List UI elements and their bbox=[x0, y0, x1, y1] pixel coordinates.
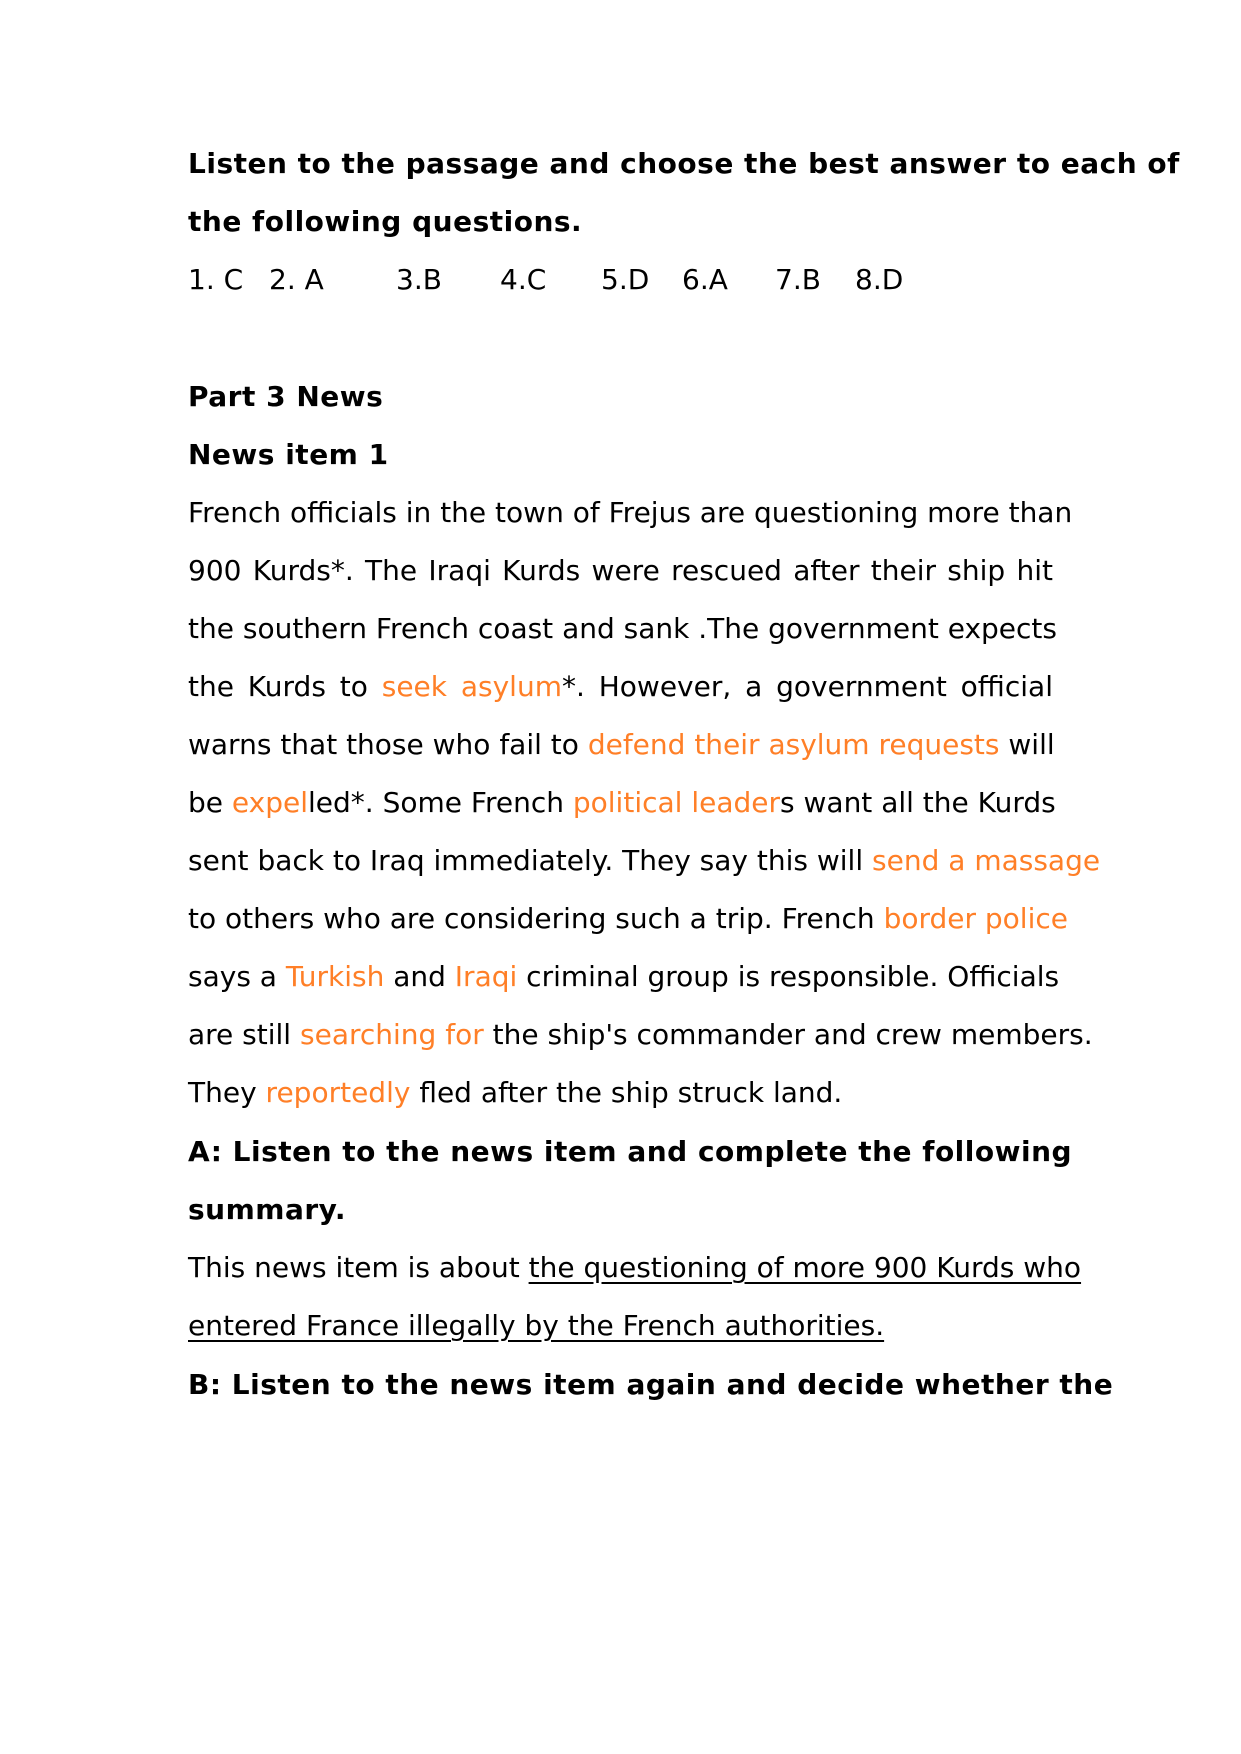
highlighted-term: reportedly bbox=[265, 1076, 411, 1109]
instruction-line-1: Listen to the passage and choose the best answer to each of bbox=[188, 147, 1180, 180]
highlighted-term: seek asylum bbox=[381, 670, 562, 703]
passage-line bbox=[188, 1061, 1053, 1125]
passage-text: *. However, a government official bbox=[561, 670, 1053, 703]
passage-line bbox=[188, 829, 1101, 893]
passage-line bbox=[188, 945, 1060, 1009]
answer-key bbox=[188, 248, 1053, 312]
passage-line bbox=[188, 655, 1053, 719]
highlighted-term: political leader bbox=[572, 786, 781, 819]
answer-7: 7.B bbox=[775, 263, 821, 296]
highlighted-term: searching for bbox=[300, 1018, 484, 1051]
answer-8: 8.D bbox=[855, 263, 904, 296]
passage-text: They bbox=[188, 1076, 266, 1109]
answer-3: 3.B bbox=[396, 263, 442, 296]
passage-text: be bbox=[188, 786, 232, 819]
answer-6: 6.A bbox=[682, 263, 728, 296]
passage-line bbox=[188, 713, 1053, 777]
highlighted-term: send a massage bbox=[872, 844, 1101, 877]
highlighted-term: Iraqi bbox=[454, 960, 518, 993]
answer-5: 5.D bbox=[601, 263, 650, 296]
passage-line bbox=[188, 1003, 1093, 1067]
passage-text: s want all the Kurds bbox=[780, 786, 1056, 819]
highlighted-term: defend their asylum requests bbox=[587, 728, 1000, 761]
passage-text: warns that those who fail to bbox=[188, 728, 588, 761]
highlighted-term: expel bbox=[231, 786, 308, 819]
passage-text: criminal group is responsible. Officials bbox=[517, 960, 1060, 993]
answer-4: 4.C bbox=[500, 263, 547, 296]
passage-text: the ship's commander and crew members. bbox=[483, 1018, 1093, 1051]
summary-prefix: This news item is about bbox=[188, 1251, 529, 1284]
instruction-line-2: the following questions. bbox=[188, 205, 583, 238]
passage-text: will bbox=[999, 728, 1055, 761]
instruction-a-line-2: summary. bbox=[188, 1193, 346, 1226]
passage-line: 900 Kurds*. The Iraqi Kurds were rescued after their ship hit bbox=[188, 554, 1053, 587]
passage-text: and bbox=[384, 960, 455, 993]
highlighted-term: Turkish bbox=[285, 960, 385, 993]
summary-answer: the questioning of more 900 Kurds who bbox=[528, 1251, 1082, 1284]
summary-line-1 bbox=[188, 1236, 1082, 1300]
passage-text: fled after the ship struck land. bbox=[410, 1076, 843, 1109]
passage-text: led*. Some French bbox=[308, 786, 573, 819]
instruction-b-line-1: B: Listen to the news item again and decide whether the bbox=[188, 1368, 1114, 1401]
news-item-heading: News item 1 bbox=[188, 438, 389, 471]
section-heading: Part 3 News bbox=[188, 380, 384, 413]
summary-answer: entered France illegally by the French authorities. bbox=[188, 1309, 885, 1342]
passage-text: sent back to Iraq immediately. They say this will bbox=[188, 844, 873, 877]
passage-text: says a bbox=[188, 960, 286, 993]
passage-line bbox=[188, 887, 1068, 951]
summary-line-2 bbox=[188, 1294, 1053, 1358]
passage-line: French officials in the town of Frejus are questioning more than bbox=[188, 496, 1073, 529]
instruction-a-line-1: A: Listen to the news item and complete the following bbox=[188, 1135, 1073, 1168]
passage-line: the southern French coast and sank .The government expects bbox=[188, 612, 1057, 645]
answer-2: 2. A bbox=[269, 263, 324, 296]
passage-line bbox=[188, 771, 1056, 835]
answer-1: 1. C bbox=[188, 263, 244, 296]
passage-text: to others who are considering such a trip. French bbox=[188, 902, 884, 935]
highlighted-term: border police bbox=[883, 902, 1068, 935]
passage-text: are still bbox=[188, 1018, 300, 1051]
passage-text: the Kurds to bbox=[188, 670, 382, 703]
